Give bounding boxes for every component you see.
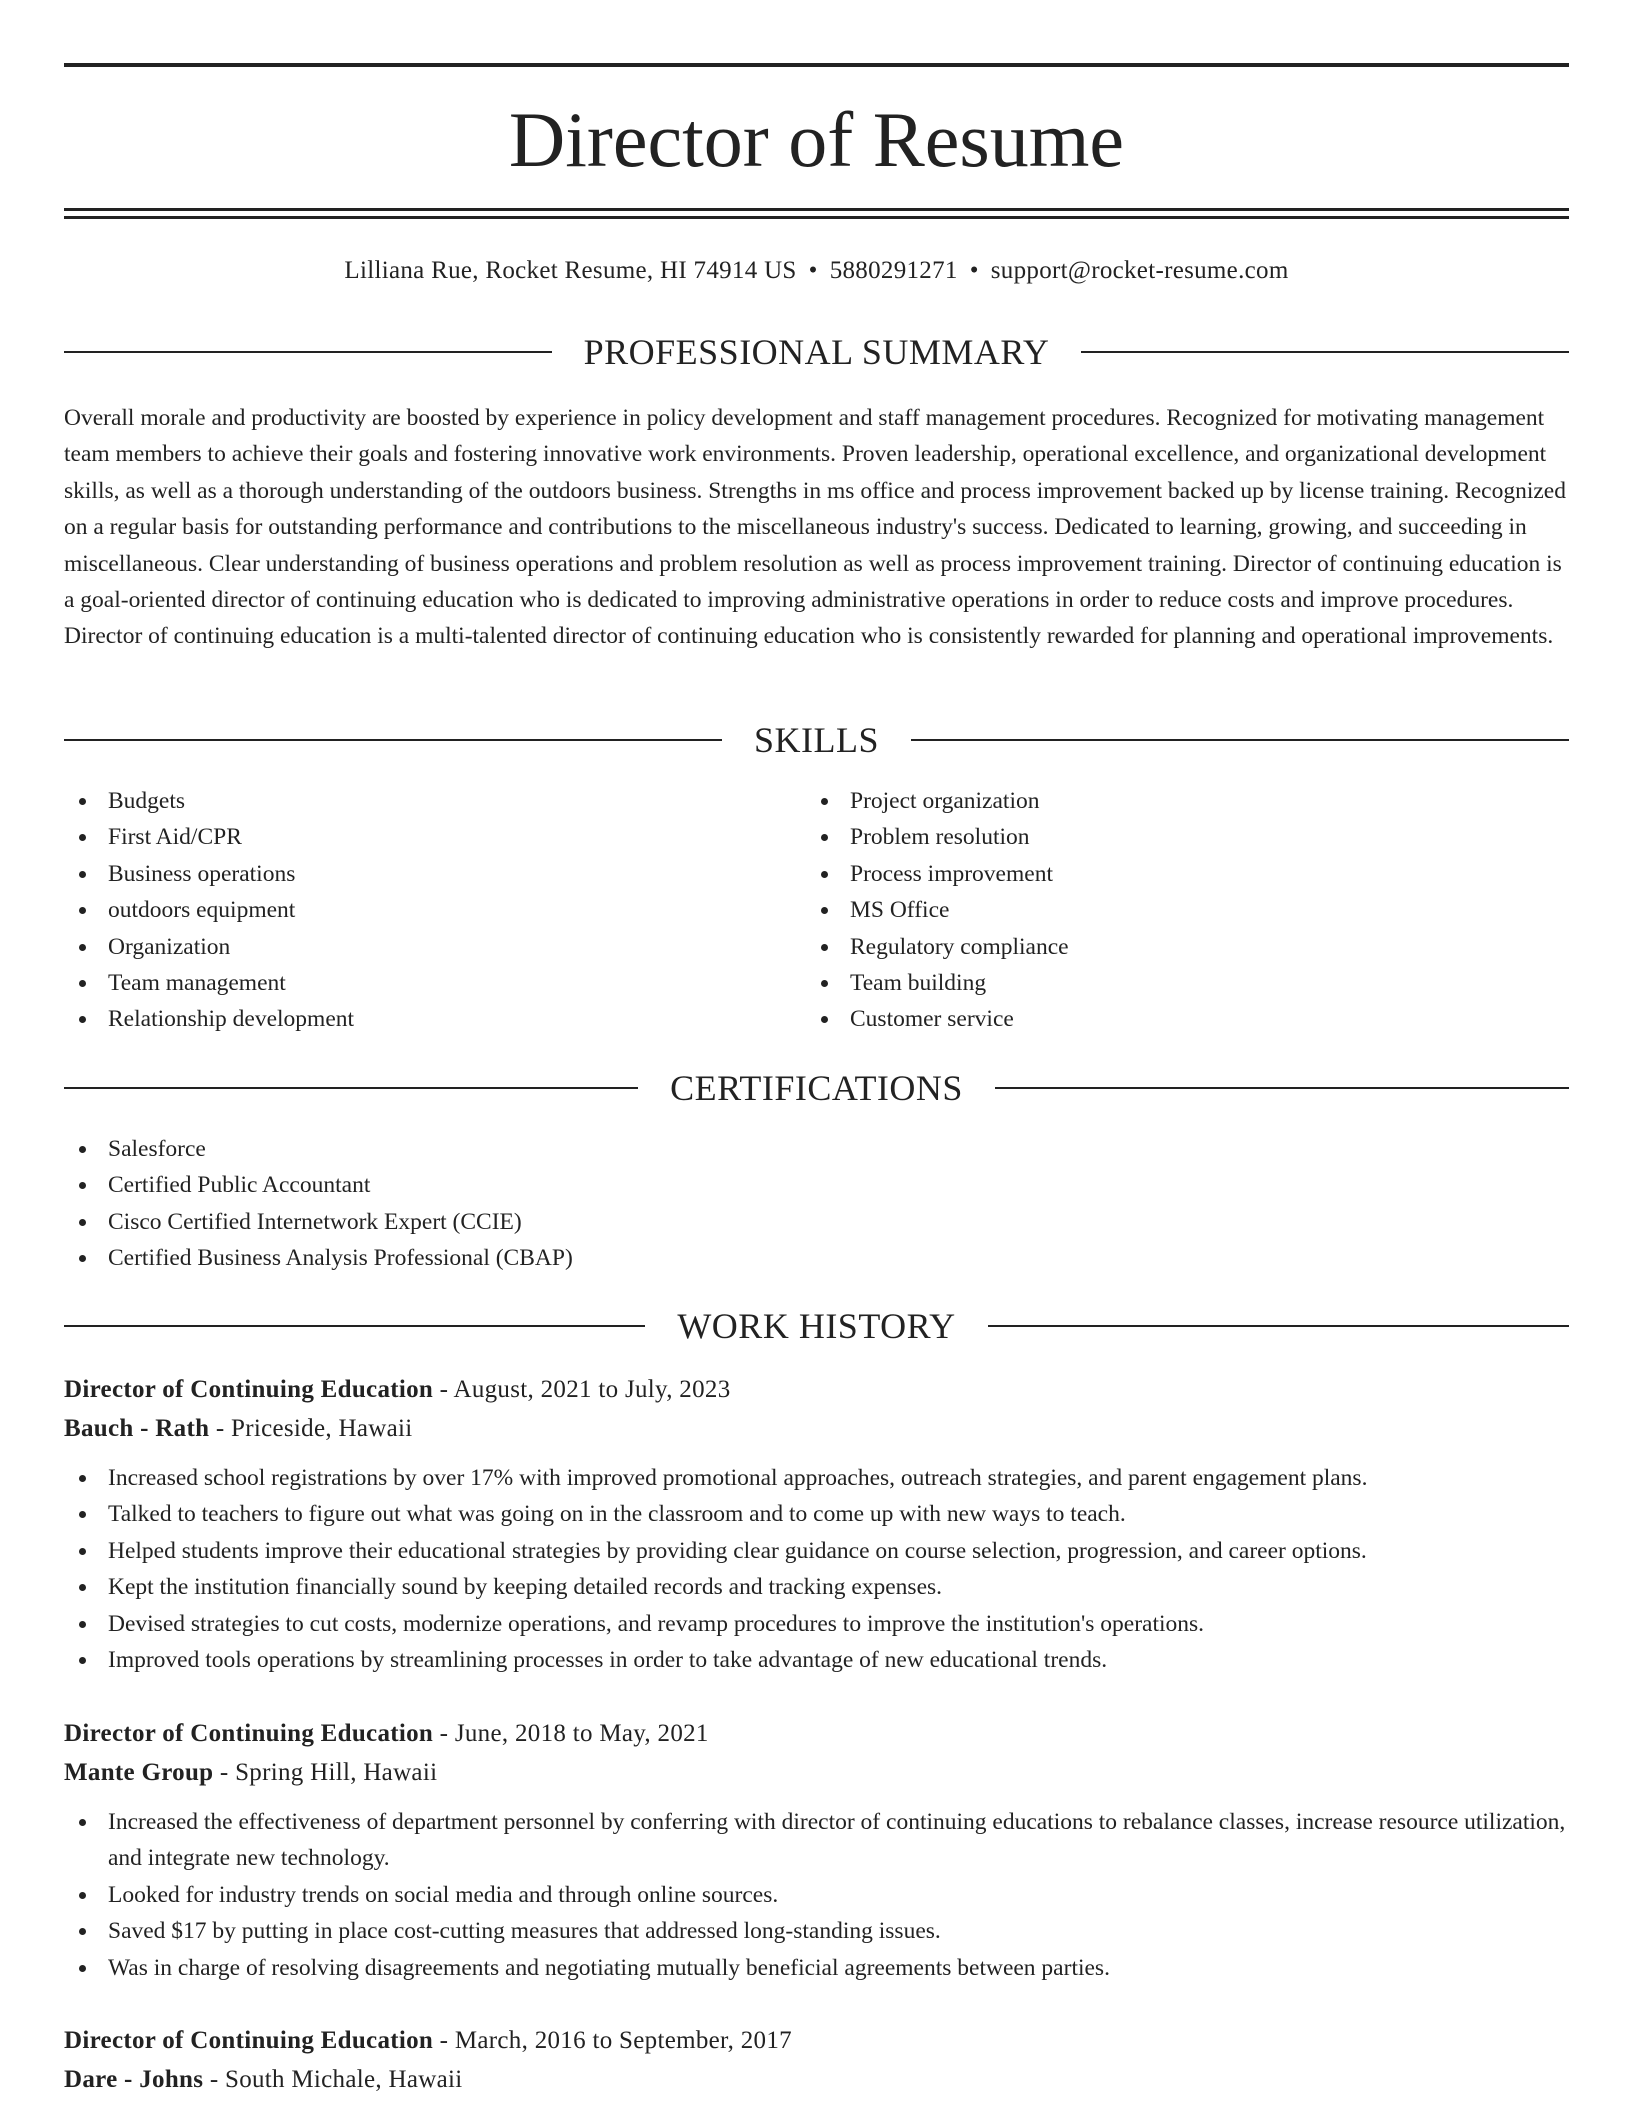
contact-email: support@rocket-resume.com [990,257,1289,284]
job-bullet: Was in charge of resolving disagreements and negotiating mutually beneficial agreements between parties. [64,1950,1569,1986]
job-company: Mante Group [64,1759,214,1786]
job-bullets [64,1460,1569,1678]
job-location: - Spring Hill, Hawaii [213,1759,438,1786]
job-company-line [64,1409,1569,1448]
job-company: Dare - Johns [64,2066,204,2093]
certifications-section-header [64,1066,1569,1110]
skill-item: Process improvement [806,856,1506,892]
skill-item: Team management [64,965,764,1001]
job-entry [64,1714,1569,1986]
work-history-section-header [64,1304,1569,1348]
job-bullet: Saved $17 by putting in place cost-cutting measures that addressed long-standing issues. [64,1913,1569,1949]
job-bullet: Increased the effectiveness of department personnel by conferring with director of continuing educations to rebalance classes, increase resource utilization, and integrate new technology. [64,1804,1569,1877]
contact-line [64,254,1569,288]
summary-section-header [64,330,1569,374]
certification-item: Certified Public Accountant [64,1167,1569,1203]
skill-item: Relationship development [64,1001,764,1037]
top-rule [64,63,1569,67]
skill-item: Organization [64,929,764,965]
contact-address: Lilliana Rue, Rocket Resume, HI 74914 US [344,257,797,284]
job-entry [64,1370,1569,1678]
skill-item: Project organization [806,783,1506,819]
job-role-line [64,1714,1569,1753]
skill-item: MS Office [806,892,1506,928]
certifications-list [64,1131,1569,1277]
job-dates: - August, 2021 to July, 2023 [433,1376,731,1403]
job-role-line [64,2021,1569,2060]
skill-item: Business operations [64,856,764,892]
certification-item: Cisco Certified Internetwork Expert (CCIE) [64,1204,1569,1240]
divider-line [911,739,1569,741]
contact-phone: 5880291271 [829,257,958,284]
skills-list-right [806,783,1506,1038]
skill-item: Team building [806,965,1506,1001]
job-company: Bauch - Rath [64,1415,210,1442]
skill-item: Regulatory compliance [806,929,1506,965]
skill-item: Customer service [806,1001,1506,1037]
divider-line [64,1087,638,1089]
job-company-line [64,1753,1569,1792]
skill-item: outdoors equipment [64,892,764,928]
job-bullet: Improved tools operations by streamlining processes in order to take advantage of new educational trends. [64,1642,1569,1678]
job-role-line [64,1370,1569,1409]
certifications-section-title: CERTIFICATIONS [670,1068,963,1108]
divider-line [1081,351,1569,353]
job-dates: - June, 2018 to May, 2021 [433,1720,709,1747]
job-location: - South Michale, Hawaii [203,2066,463,2093]
job-company-line [64,2060,1569,2099]
divider-line [995,1087,1569,1089]
page-title: Director of Resume [508,96,1125,183]
certification-item: Salesforce [64,1131,1569,1167]
divider-line [988,1325,1569,1327]
job-role: Director of Continuing Education [64,2027,434,2054]
divider-line [64,1325,645,1327]
job-bullet: Devised strategies to cut costs, modernize operations, and revamp procedures to improve the institution's operations. [64,1606,1569,1642]
job-bullet: Increased school registrations by over 17% with improved promotional approaches, outreach strategies, and parent engagement plans. [64,1460,1569,1496]
skill-item: Budgets [64,783,764,819]
contact-separator: • [808,257,818,284]
skill-item: First Aid/CPR [64,819,764,855]
skills-list-left [64,783,764,1038]
contact-separator: • [969,257,979,284]
skills-section-header [64,718,1569,762]
job-entry [64,2021,1569,2099]
summary-text: Overall morale and productivity are boosted by experience in policy development and staff management procedures. Recognized for motivating management team members to achieve their goals and fostering innovative work environments. Proven leadership, operational excellence, and organizational development skills, as well as a thorough understanding of the outdoors business. Strengths in ms office and process improvement backed up by license training. Recognized on a regular basis for outstanding performance and contributions to the miscellaneous industry's success. Dedicated to learning, growing, and succeeding in miscellaneous. Clear understanding of business operations and problem resolution as well as process improvement training. Director of continuing education is a goal-oriented director of continuing education who is dedicated to improving administrative operations in order to reduce costs and improve procedures. Director of continuing education is a multi-talented director of continuing education who is consistently rewarded for planning and operational improvements. [64,405,1566,650]
work-history-section-title: WORK HISTORY [677,1306,956,1346]
double-rule [64,208,1569,219]
job-bullet: Looked for industry trends on social media and through online sources. [64,1877,1569,1913]
job-role: Director of Continuing Education [64,1376,434,1403]
skill-item: Problem resolution [806,819,1506,855]
divider-line [64,351,552,353]
job-role: Director of Continuing Education [64,1720,434,1747]
job-bullets [64,1804,1569,1986]
summary-section-title: PROFESSIONAL SUMMARY [583,332,1050,372]
job-location: - Priceside, Hawaii [209,1415,413,1442]
skills-section-title: SKILLS [754,720,880,760]
job-bullet: Kept the institution financially sound by keeping detailed records and tracking expenses. [64,1569,1569,1605]
divider-line [64,739,722,741]
certification-item: Certified Business Analysis Professional (CBAP) [64,1240,1569,1276]
job-bullet: Helped students improve their educational strategies by providing clear guidance on course selection, progression, and career options. [64,1533,1569,1569]
job-dates: - March, 2016 to September, 2017 [433,2027,792,2054]
job-bullet: Talked to teachers to figure out what was going on in the classroom and to come up with new ways to teach. [64,1496,1569,1532]
